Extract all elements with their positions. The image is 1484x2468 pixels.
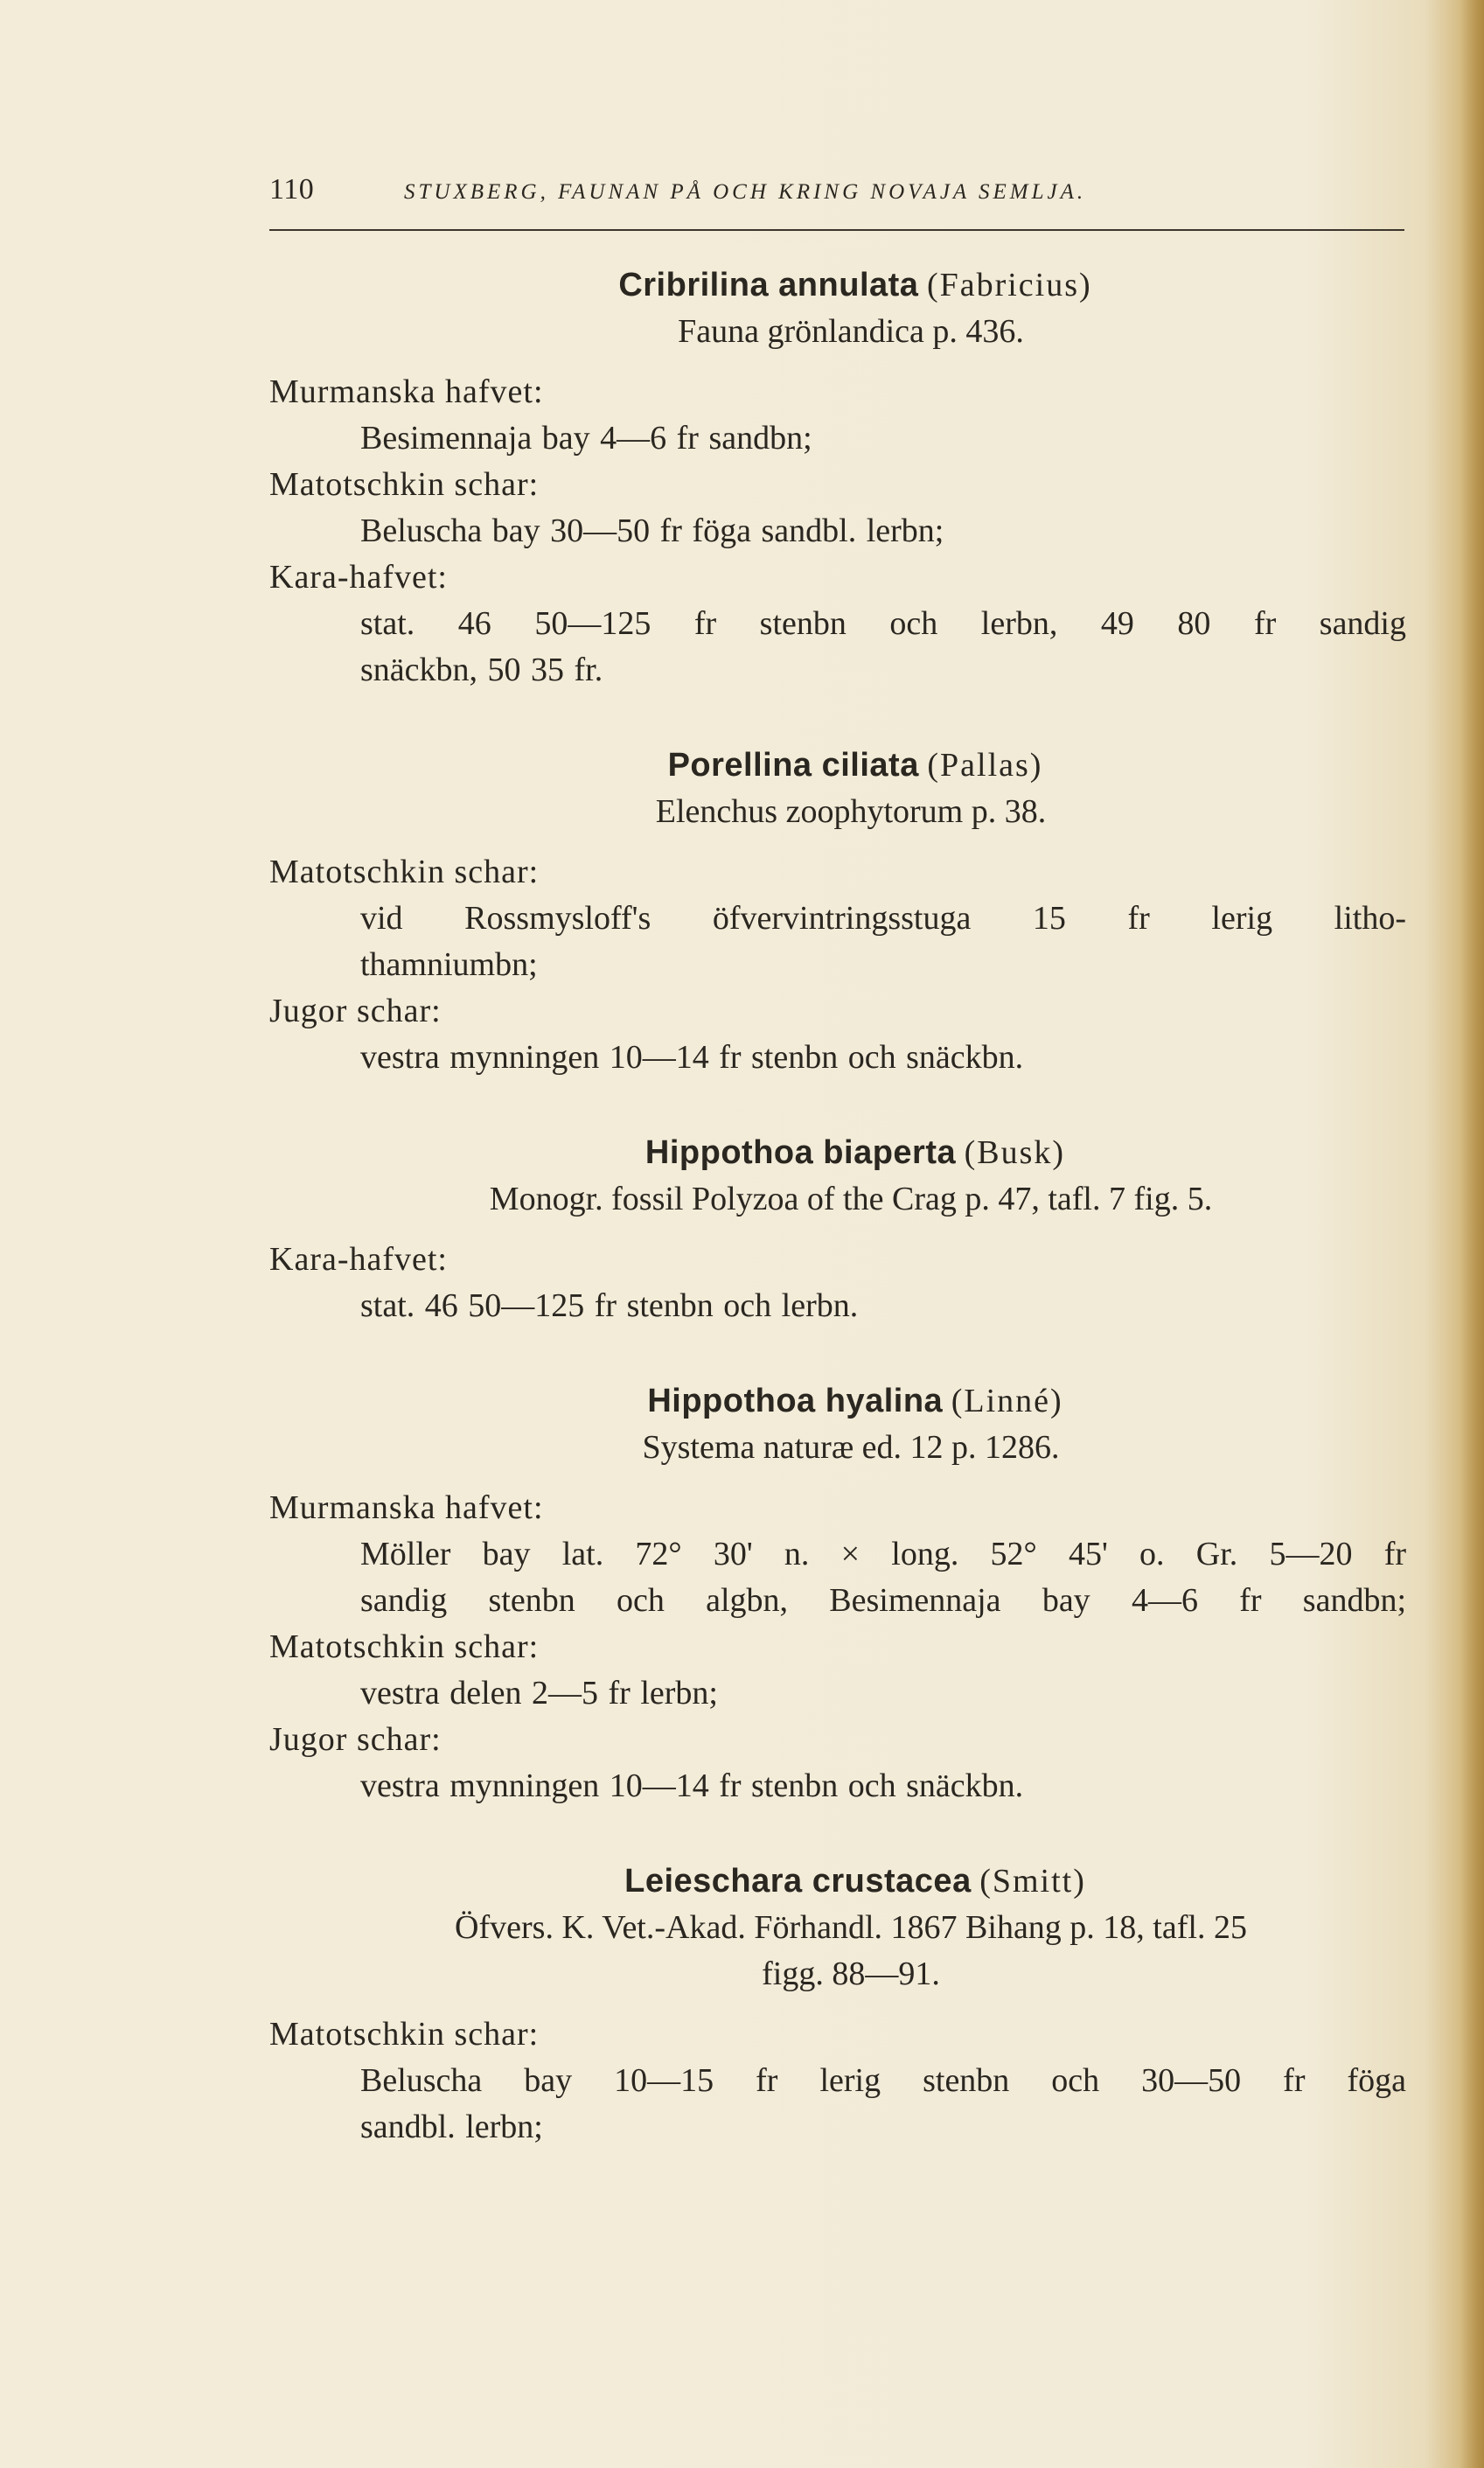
locality-list (269, 1485, 1406, 1809)
locality-detail: vestra delen 2—5 fr lerbn; (360, 1675, 718, 1712)
species-name: Hippothoa hyalina (647, 1383, 944, 1419)
species-reference: Monogr. fossil Polyzoa of the Crag p. 47, tafl. 7 fig. 5. (489, 1181, 1213, 1217)
species-reference-continued: figg. 88—91. (762, 1956, 940, 1992)
locality-detail: stat. 46 50—125 fr stenbn och lerbn, 49 80 fr sandig snäckbn, 50 35 fr. (360, 605, 1406, 688)
species-entry (269, 1378, 1406, 1809)
species-title (269, 262, 1406, 309)
locality-detail: Möller bay lat. 72° 30' n. × long. 52° 45' o. Gr. 5—20 fr sandig stenbn och algbn, Besimennaja bay 4—6 fr sandbn; (360, 1536, 1406, 1619)
page-number: 110 (269, 173, 315, 206)
species-name: Leieschara crustacea (624, 1863, 972, 1900)
region-label: Matotschkin schar: (269, 854, 540, 890)
page-edge-shading (1460, 0, 1484, 2468)
page-body (269, 262, 1406, 2151)
species-title (269, 1378, 1406, 1425)
species-entry (269, 742, 1406, 1081)
species-name: Cribrilina annulata (618, 267, 919, 303)
locality-list (269, 2011, 1406, 2151)
species-entry (269, 262, 1406, 694)
species-reference: Öfvers. K. Vet.-Akad. Förhandl. 1867 Bihang p. 18, tafl. 25 (455, 1909, 1247, 1946)
species-reference: Fauna grönlandica p. 436. (678, 313, 1024, 350)
locality-detail: Beluscha bay 30—50 fr föga sandbl. lerbn; (360, 512, 944, 549)
region-label: Matotschkin schar: (269, 466, 540, 503)
species-author: (Linné) (951, 1383, 1063, 1419)
species-author: (Pallas) (927, 747, 1043, 784)
species-title (269, 1130, 1406, 1176)
locality-detail: Besimennaja bay 4—6 fr sandbn; (360, 420, 812, 457)
region-label: Jugor schar: (269, 993, 442, 1029)
region-label: Murmanska hafvet: (269, 373, 544, 410)
species-reference: Systema naturæ ed. 12 p. 1286. (642, 1429, 1060, 1466)
region-label: Murmanska hafvet: (269, 1489, 544, 1526)
species-title (269, 1858, 1406, 1905)
species-entry (269, 1130, 1406, 1329)
region-label: Jugor schar: (269, 1721, 442, 1758)
species-author: (Smitt) (979, 1863, 1086, 1900)
locality-list (269, 369, 1406, 694)
region-label: Matotschkin schar: (269, 2016, 540, 2053)
locality-detail: vid Rossmysloff's öfvervintringsstuga 15 fr lerig litho- thamniumbn; (360, 900, 1406, 983)
locality-list (269, 849, 1406, 1081)
page-header (269, 173, 1406, 208)
locality-detail: Beluscha bay 10—15 fr lerig stenbn och 30—50 fr föga sandbl. lerbn; (360, 2062, 1406, 2145)
species-author: (Fabricius) (926, 267, 1092, 303)
species-title (269, 742, 1406, 789)
region-label: Kara-hafvet: (269, 1241, 448, 1278)
locality-detail: stat. 46 50—125 fr stenbn och lerbn. (360, 1287, 859, 1324)
header-rule (269, 229, 1404, 231)
region-label: Kara-hafvet: (269, 559, 448, 596)
locality-list (269, 1237, 1406, 1329)
region-label: Matotschkin schar: (269, 1628, 540, 1665)
species-reference: Elenchus zoophytorum p. 38. (655, 793, 1047, 830)
species-name: Hippothoa biaperta (644, 1134, 957, 1171)
species-author: (Busk) (964, 1134, 1066, 1171)
running-title: STUXBERG, FAUNAN PÅ OCH KRING NOVAJA SEMLJA. (404, 180, 1087, 204)
species-entry (269, 1858, 1406, 2151)
locality-detail: vestra mynningen 10—14 fr stenbn och snäckbn. (360, 1039, 1024, 1076)
locality-detail: vestra mynningen 10—14 fr stenbn och snäckbn. (360, 1767, 1024, 1804)
species-name: Porellina ciliata (667, 747, 919, 784)
